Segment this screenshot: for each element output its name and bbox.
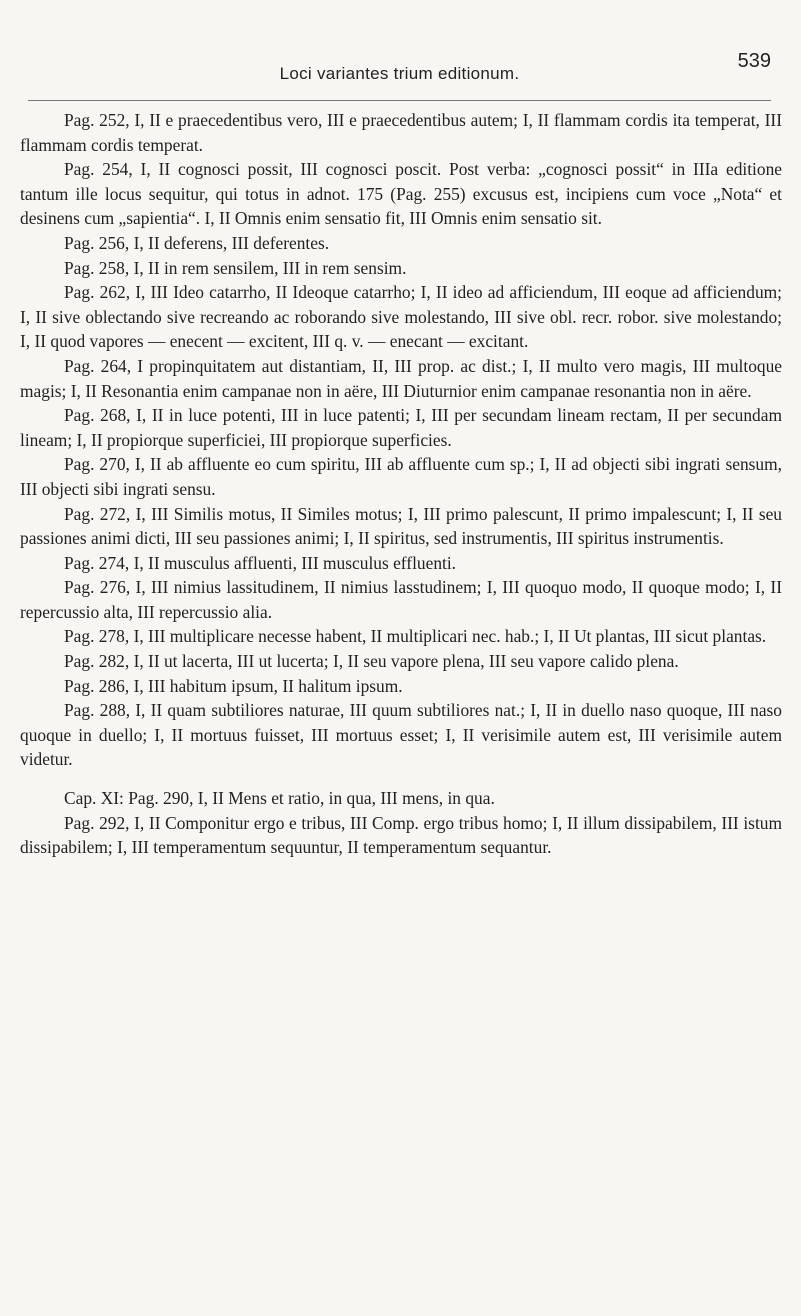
paragraph-pag-276: Pag. 276, I, III nimius lassitudinem, II nimius lasstudinem; I, III quoquo modo, II quoque modo; I, II repercussio alta, III repercussio alia. bbox=[20, 577, 782, 622]
paragraph-pag-254: Pag. 254, I, II cognosci possit, III cognosci poscit. Post verba: „cognosci possit“ in IIIa editione tantum ille locus sequitur, qui totus in adnot. 175 (Pag. 255) excusus est, incipiens cum voce „Nota“ et desinens cum „sapientia“. I, II Omnis enim sensatio fit, III Omnis enim sensatio sit. bbox=[20, 159, 782, 229]
paragraph-pag-286: Pag. 286, I, III habitum ipsum, II halitum ipsum. bbox=[64, 675, 403, 696]
paragraph-pag-274: Pag. 274, I, II musculus affluenti, III musculus effluenti. bbox=[64, 552, 457, 573]
paragraph-pag-256: Pag. 256, I, II deferens, III deferentes. bbox=[64, 232, 330, 253]
running-title: Loci variantes trium editionum. bbox=[279, 64, 520, 83]
paragraph-pag-288: Pag. 288, I, II quam subtiliores naturae, III quum subtiliores nat.; I, II in duello naso quoque, III naso quoque in duello; I, II mortuus fuisset, III mortuus esset; I, II verisimile autem est, III verisimile autem videtur. bbox=[20, 700, 782, 770]
paragraph-pag-292: Pag. 292, I, II Componitur ergo e tribus, III Comp. ergo tribus homo; I, II illum dissipabilem, III istum dissipabilem; I, III temperamentum sequuntur, II temperamentum sequantur. bbox=[20, 812, 782, 858]
header-rule bbox=[28, 100, 771, 101]
paragraph-pag-282: Pag. 282, I, II ut lacerta, III ut lucerta; I, II seu vapore plena, III seu vapore calido plena. bbox=[64, 651, 679, 672]
paragraph-cap-xi: Cap. XI: Pag. 290, I, II Mens et ratio, in qua, III mens, in qua. bbox=[64, 788, 495, 809]
paragraph-pag-268: Pag. 268, I, II in luce potenti, III in luce patenti; I, III per secundam lineam rectam, II per secundam lineam; I, II propiorque superficiei, III propiorque superficies. bbox=[20, 405, 782, 450]
paragraph-pag-278: Pag. 278, I, III multiplicare necesse habent, II multiplicari nec. hab.; I, II Ut plantas, III sicut plantas. bbox=[64, 626, 767, 647]
paragraph-pag-264: Pag. 264, I propinquitatem aut distantiam, II, III prop. ac dist.; I, II multo vero magis, III multoque magis; I, II Resonantia enim campanae non in aëre, III Diuturnior enim campanae resonantia non in aëre. bbox=[20, 355, 782, 401]
paragraph-pag-270: Pag. 270, I, II ab affluente eo cum spiritu, III ab affluente cum sp.; I, II ad objecti sibi ingrati sensum, III objecti sibi ingrati sensu. bbox=[20, 454, 782, 499]
page-header bbox=[28, 50, 771, 90]
body-text bbox=[20, 108, 782, 860]
paragraph-pag-272: Pag. 272, I, III Similis motus, II Similes motus; I, III primo palescunt, II primo impalescunt; I, II seu passiones animi dicti, III seu passiones animi; I, II spiritus, sed instrumentis, III spiritus instrumentis. bbox=[20, 503, 782, 549]
page-number: 539 bbox=[737, 50, 771, 72]
paragraph-pag-258: Pag. 258, I, II in rem sensilem, III in rem sensim. bbox=[64, 257, 407, 278]
paragraph-pag-252: Pag. 252, I, II e praecedentibus vero, III e praecedentibus autem; I, II flammam cordis ita temperat, III flammam cordis temperat. bbox=[20, 110, 782, 155]
paragraph-pag-262: Pag. 262, I, III Ideo catarrho, II Ideoque catarrho; I, II ideo ad afficiendum, III eoque ad afficiendum; I, II sive oblectando sive recreando ac roborando sive molestando, III sive obl. recr. robor. sive molestando; I, II quod vapores — enecent — excitent, III q. v. — enecant — excitant. bbox=[20, 282, 782, 352]
